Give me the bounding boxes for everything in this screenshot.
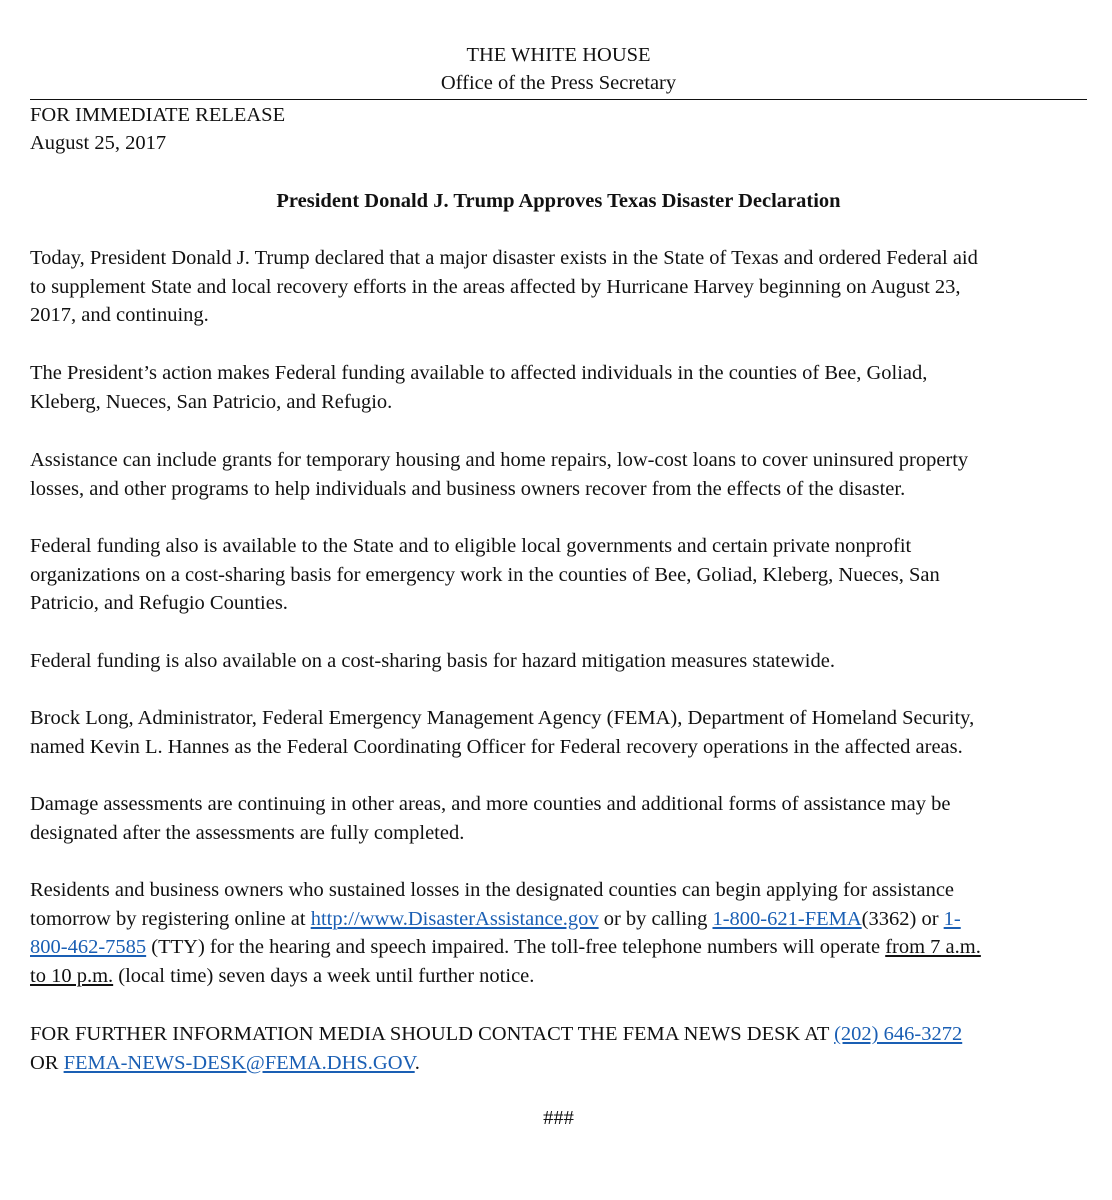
paragraph-line: 2017, and continuing. — [30, 304, 209, 326]
paragraph-line: Assistance can include grants for temporary housing and home repairs, low-cost loans to cover uninsured property — [30, 449, 969, 471]
news-desk-phone-link[interactable]: (202) 646-3272 — [834, 1023, 963, 1045]
release-date: August 25, 2017 — [30, 132, 167, 154]
text-run: . — [414, 1051, 420, 1074]
paragraph-line — [30, 933, 1090, 962]
end-mark: ### — [543, 1107, 574, 1129]
paragraph-line — [30, 1049, 1090, 1078]
paragraph-line: designated after the assessments are fully completed. — [30, 821, 465, 844]
paragraph-line: The President’s action makes Federal funding available to affected individuals in the counties of Bee, Goliad, — [30, 362, 928, 384]
disaster-assistance-link[interactable]: http://www.DisasterAssistance.gov — [310, 907, 599, 930]
text-run: (local time) seven days a week until further notice. — [113, 964, 535, 987]
paragraph-line: to supplement State and local recovery efforts in the areas affected by Hurricane Harvey beginning on August 23, — [30, 275, 961, 298]
hours-end: to 10 p.m. — [30, 964, 114, 987]
text-run: (3362) or — [861, 907, 944, 930]
paragraph-line: Damage assessments are continuing in other areas, and more counties and additional forms of assistance may be — [30, 793, 951, 815]
paragraph-line: Brock Long, Administrator, Federal Emergency Management Agency (FEMA), Department of Homeland Security, — [30, 707, 975, 729]
paragraph-damage-assessments — [30, 790, 1090, 847]
paragraph-media-contact — [30, 1020, 1090, 1077]
paragraph-line — [30, 1020, 1090, 1049]
tty-phone-link-start[interactable]: 1- — [943, 907, 961, 930]
paragraph-how-to-apply — [30, 876, 1090, 990]
paragraph-coordinating-officer — [30, 704, 1090, 761]
paragraph-line: Patricio, and Refugio Counties. — [30, 592, 288, 614]
paragraph-line — [30, 905, 1090, 934]
office-name: Office of the Press Secretary — [440, 72, 677, 94]
tty-phone-link-end[interactable]: 800-462-7585 — [30, 936, 147, 958]
org-name: THE WHITE HOUSE — [466, 44, 651, 66]
text-run: FOR FURTHER INFORMATION MEDIA SHOULD CONTACT THE FEMA NEWS DESK AT — [30, 1023, 835, 1045]
text-run: Residents and business owners who sustained losses in the designated counties can begin applying for assistance — [30, 879, 955, 901]
paragraph-line: Federal funding is also available on a cost-sharing basis for hazard mitigation measures statewide. — [30, 650, 835, 672]
fema-phone-link[interactable]: 1-800-621-FEMA — [712, 907, 862, 930]
paragraph-line: Kleberg, Nueces, San Patricio, and Refugio. — [30, 390, 393, 413]
text-run: (TTY) for the hearing and speech impaired. The toll-free telephone numbers will operate — [146, 936, 886, 958]
paragraph-individual-assistance — [30, 359, 1090, 416]
paragraph-line: named Kevin L. Hannes as the Federal Coordinating Officer for Federal recovery operations in the affected areas. — [30, 735, 963, 758]
text-run: OR — [30, 1051, 64, 1074]
text-run: or by calling — [598, 907, 713, 930]
header-divider — [30, 99, 1087, 100]
release-label: FOR IMMEDIATE RELEASE — [30, 104, 286, 126]
paragraph-hazard-mitigation — [30, 647, 1090, 676]
text-run: tomorrow by registering online at — [30, 907, 311, 930]
paragraph-line: Today, President Donald J. Trump declared that a major disaster exists in the State of Texas and ordered Federal aid — [30, 247, 978, 269]
release-info — [30, 101, 285, 157]
hours-start: from 7 a.m. — [885, 936, 981, 958]
paragraph-declaration — [30, 244, 1090, 330]
paragraph-public-assistance — [30, 532, 1090, 618]
paragraph-line — [30, 962, 1090, 991]
letterhead — [30, 41, 1087, 97]
paragraph-assistance-types — [30, 446, 1090, 503]
paragraph-line: Federal funding also is available to the State and to eligible local governments and certain private nonprofit — [30, 535, 912, 557]
news-desk-email-link[interactable]: FEMA-NEWS-DESK@FEMA.DHS.GOV — [63, 1051, 415, 1074]
paragraph-line — [30, 876, 1090, 905]
paragraph-line: losses, and other programs to help individuals and business owners recover from the effects of the disaster. — [30, 477, 906, 500]
document-title: President Donald J. Trump Approves Texas Disaster Declaration — [276, 190, 841, 212]
paragraph-line: organizations on a cost-sharing basis for emergency work in the counties of Bee, Goliad, Kleberg, Nueces, San — [30, 563, 940, 586]
